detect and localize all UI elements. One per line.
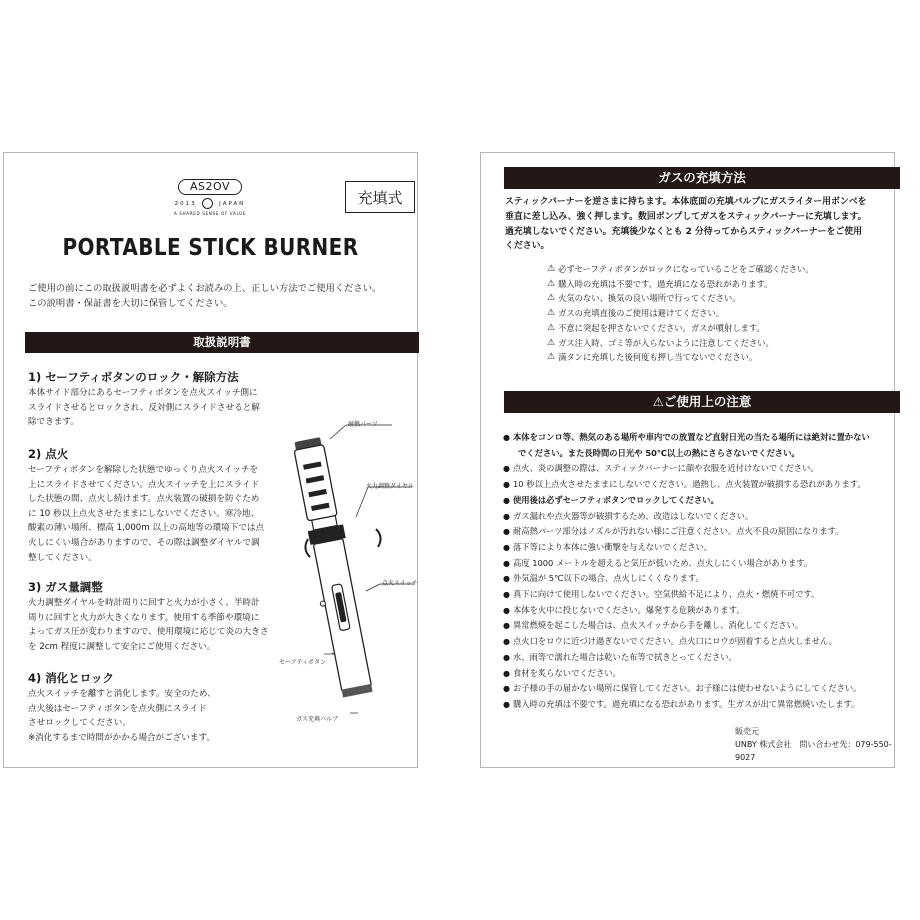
intro-line: ご使用の前にこの取扱説明書を必ずよくお読みの上、正しい方法でご使用ください。 bbox=[28, 283, 382, 294]
warning-item: ⚠ ガス注入時、ゴミ等が入らないように注意してください。 bbox=[547, 336, 867, 351]
logo-wordmark: AS2OV bbox=[178, 179, 242, 195]
caution-item: ● 真下に向けて使用しないでください。空気供給不足により、点火・燃焼不可です。 bbox=[503, 587, 895, 603]
label-safety: セーフティボタン bbox=[279, 659, 326, 666]
rotate-arrow-left-icon bbox=[305, 539, 310, 557]
warning-list bbox=[547, 262, 867, 365]
caution-item-cont bbox=[503, 446, 895, 462]
warning-icon: ⚠ bbox=[652, 394, 664, 409]
body-line: させロックしてください。 bbox=[28, 718, 131, 729]
body-line: 過充填しないでください。充填後少なくとも 2 分待ってからスティックバーナーをご使用 bbox=[505, 226, 863, 237]
product-title: PORTABLE STICK BURNER bbox=[62, 233, 359, 261]
emblem-icon bbox=[202, 198, 213, 209]
manual-section-bar: 取扱説明書 bbox=[25, 332, 419, 353]
intro-text bbox=[28, 281, 418, 311]
caution-item: ● 食材を炙らないでください。 bbox=[503, 666, 895, 682]
section-body bbox=[28, 596, 298, 654]
caution-item: ● 本体をコンロ等、熱気のある場所や車内での放置など直射日光の当たる場所には絶対に置かない bbox=[503, 430, 895, 446]
section-lock bbox=[28, 369, 298, 430]
body-line: よってガス圧が変わりますので、使用環境に応じて炎の大きさ bbox=[28, 627, 269, 638]
section-heading: 4) 消化とロック bbox=[28, 671, 115, 685]
body-line: 酸素の薄い場所、標高 1,000m 以上の高地等の環境下では点 bbox=[28, 523, 265, 534]
caution-cont-text: でください。また長時間の日光や 50℃以上の熱にさらさないでください。 bbox=[518, 447, 800, 458]
section-body bbox=[28, 687, 288, 745]
seller-info bbox=[735, 725, 894, 764]
caution-item: ● 耐高熱パーツ部分はノズルが汚れない様にご注意ください。点火不良の原因になります。 bbox=[503, 524, 895, 540]
logo-meta bbox=[164, 198, 256, 209]
section-heading: 1) セーフティボタンのロック・解除方法 bbox=[28, 370, 239, 384]
caution-item: ● 点火口をロウに近づけ過ぎないでください。点火口にロウが固着すると点火しません。 bbox=[503, 634, 895, 650]
seller-label: 販売元 bbox=[735, 727, 759, 736]
body-line: に 10 秒以上点火させたままにしないでください。寒冷地、 bbox=[28, 508, 260, 519]
rotate-arrow-right-icon bbox=[376, 529, 381, 547]
caution-list bbox=[503, 430, 895, 713]
caution-item: ● 落下等により本体に強い衝撃を与えないでください。 bbox=[503, 540, 895, 556]
body-line: ください。 bbox=[505, 241, 550, 252]
caution-item: ● 異常燃焼を起こした場合は、点火スイッチから手を離し、消化してください。 bbox=[503, 618, 895, 634]
warning-item: ⚠ 満タンに充填した後何度も押し当てないでください。 bbox=[547, 350, 867, 365]
intro-line: この説明書・保証書を大切に保管してください。 bbox=[28, 298, 233, 309]
body-line: 上にスライドさせてください。点火スイッチを上にスライド bbox=[28, 479, 260, 490]
caution-item: ● 水、雨等で濡れた場合は乾いた布等で拭きとってください。 bbox=[503, 650, 895, 666]
caution-item: ● お子様の手の届かない場所に保管してください。お子様には使わせないようにしてください。 bbox=[503, 681, 895, 697]
body-line: 点火スイッチを離すと消化します。安全のため、 bbox=[28, 689, 216, 699]
section-gas-adjust bbox=[28, 579, 298, 654]
manual-left-page bbox=[3, 152, 418, 768]
refillable-badge: 充填式 bbox=[345, 181, 415, 213]
section-body bbox=[28, 463, 298, 565]
section-heading: 2) 点火 bbox=[28, 447, 69, 461]
gas-refill-bar: ガスの充填方法 bbox=[504, 167, 900, 189]
warning-item: ⚠ 不意に突起を押さないでください。ガスが噴射します。 bbox=[547, 321, 867, 336]
caution-bar-label: ご使用上の注意 bbox=[663, 394, 752, 409]
caution-item: ● ガス漏れや点火器等が破損するため、改造はしないでください。 bbox=[503, 509, 895, 525]
body-line: した状態の間、点火し続けます。点火装置の破損を防ぐため bbox=[28, 494, 260, 505]
caution-item: ● 使用後は必ずセーフティボタンでロックしてください。 bbox=[503, 493, 895, 509]
logo-tagline: A SHARED SENSE OF VALUE bbox=[173, 211, 247, 216]
body-line: 垂直に差し込み、強く押します。数回ポンプしてガスをスティックバーナーに充填します。 bbox=[505, 211, 867, 222]
warning-item: ⚠ 必ずセーフティボタンがロックになっていることをご確認ください。 bbox=[547, 262, 867, 277]
caution-item: ● 外気温が 5℃以下の場合、点火しにくくなります。 bbox=[503, 571, 895, 587]
logo-country: JAPAN bbox=[219, 201, 246, 207]
body-line: スティックバーナーを逆さまに持ちます。本体底面の充填バルブにガスライター用ボンベを bbox=[505, 197, 867, 207]
burner-diagram bbox=[284, 421, 416, 731]
body-line: 本体サイド部分にあるセーフティボタンを点火スイッチ側に bbox=[28, 388, 258, 398]
body-line: 整してください。 bbox=[28, 552, 97, 563]
gas-instructions bbox=[505, 195, 895, 254]
body-line: スライドさせるとロックされ、反対側にスライドさせると解 bbox=[28, 402, 260, 413]
caution-item: ● 高度 1000 メートルを超えると気圧が低いため、点火しにくい場合があります。 bbox=[503, 556, 895, 572]
section-heading: 3) ガス量調整 bbox=[28, 580, 103, 594]
seller-contact: UNBY 株式会社 問い合わせ先：079-550-9027 bbox=[735, 740, 892, 762]
body-line: を 2cm 程度に調整して安全にご使用ください。 bbox=[28, 641, 216, 652]
usage-caution-bar bbox=[504, 391, 900, 413]
caution-item: ● 本体を火中に投じないでください。爆発する危険があります。 bbox=[503, 603, 895, 619]
warning-item: ⚠ 火気のない、換気の良い場所で行ってください。 bbox=[547, 291, 867, 306]
warning-item: ⚠ 購入時の充填は不要です。過充填になる恐れがあります。 bbox=[547, 277, 867, 292]
caution-item: ● 購入時の充填は不要です。過充填になる恐れがあります。生ガスが出て異常燃焼いたします。 bbox=[503, 697, 895, 713]
brand-logo bbox=[164, 179, 256, 216]
caution-item: ● 点火、炎の調整の際は、スティックバーナーに顔や衣服を近付けないでください。 bbox=[503, 461, 895, 477]
label-nozzle: 耐熱パーツ bbox=[348, 421, 378, 428]
body-line: 点火後はセーフティボタンを点火側にスライド bbox=[28, 703, 207, 714]
logo-year: 2013 bbox=[174, 201, 197, 207]
body-line: 火力調整ダイヤルを時計周りに回すと火力が小さく、半時計 bbox=[28, 598, 260, 608]
body-line: セーフティボタンを解除した状態でゆっくり点火スイッチを bbox=[28, 465, 259, 475]
label-valve: ガス充填バルブ bbox=[296, 716, 339, 723]
label-dial: 火力調整ダイヤル bbox=[366, 483, 414, 490]
section-ignition bbox=[28, 446, 298, 565]
body-line: 火しにくい場合がありますので、その際は調整ダイヤルで調 bbox=[28, 537, 260, 548]
body-line: 除できます。 bbox=[28, 417, 79, 428]
manual-right-page bbox=[480, 152, 895, 768]
caution-item: ● 10 秒以上点火させたままにしないでください。過熱し、点火装置が破損する恐れがあります。 bbox=[503, 477, 895, 493]
body-line: ※消化するまで時間がかかる場合がございます。 bbox=[28, 732, 215, 743]
section-extinguish bbox=[28, 670, 288, 745]
label-switch: 点火スイッチ bbox=[382, 580, 418, 587]
warning-item: ⚠ ガスの充填直後のご使用は避けてください。 bbox=[547, 306, 867, 321]
section-body bbox=[28, 386, 298, 430]
body-line: 周りに回すと火力が大きくなります。使用する季節や環境に bbox=[28, 612, 260, 623]
